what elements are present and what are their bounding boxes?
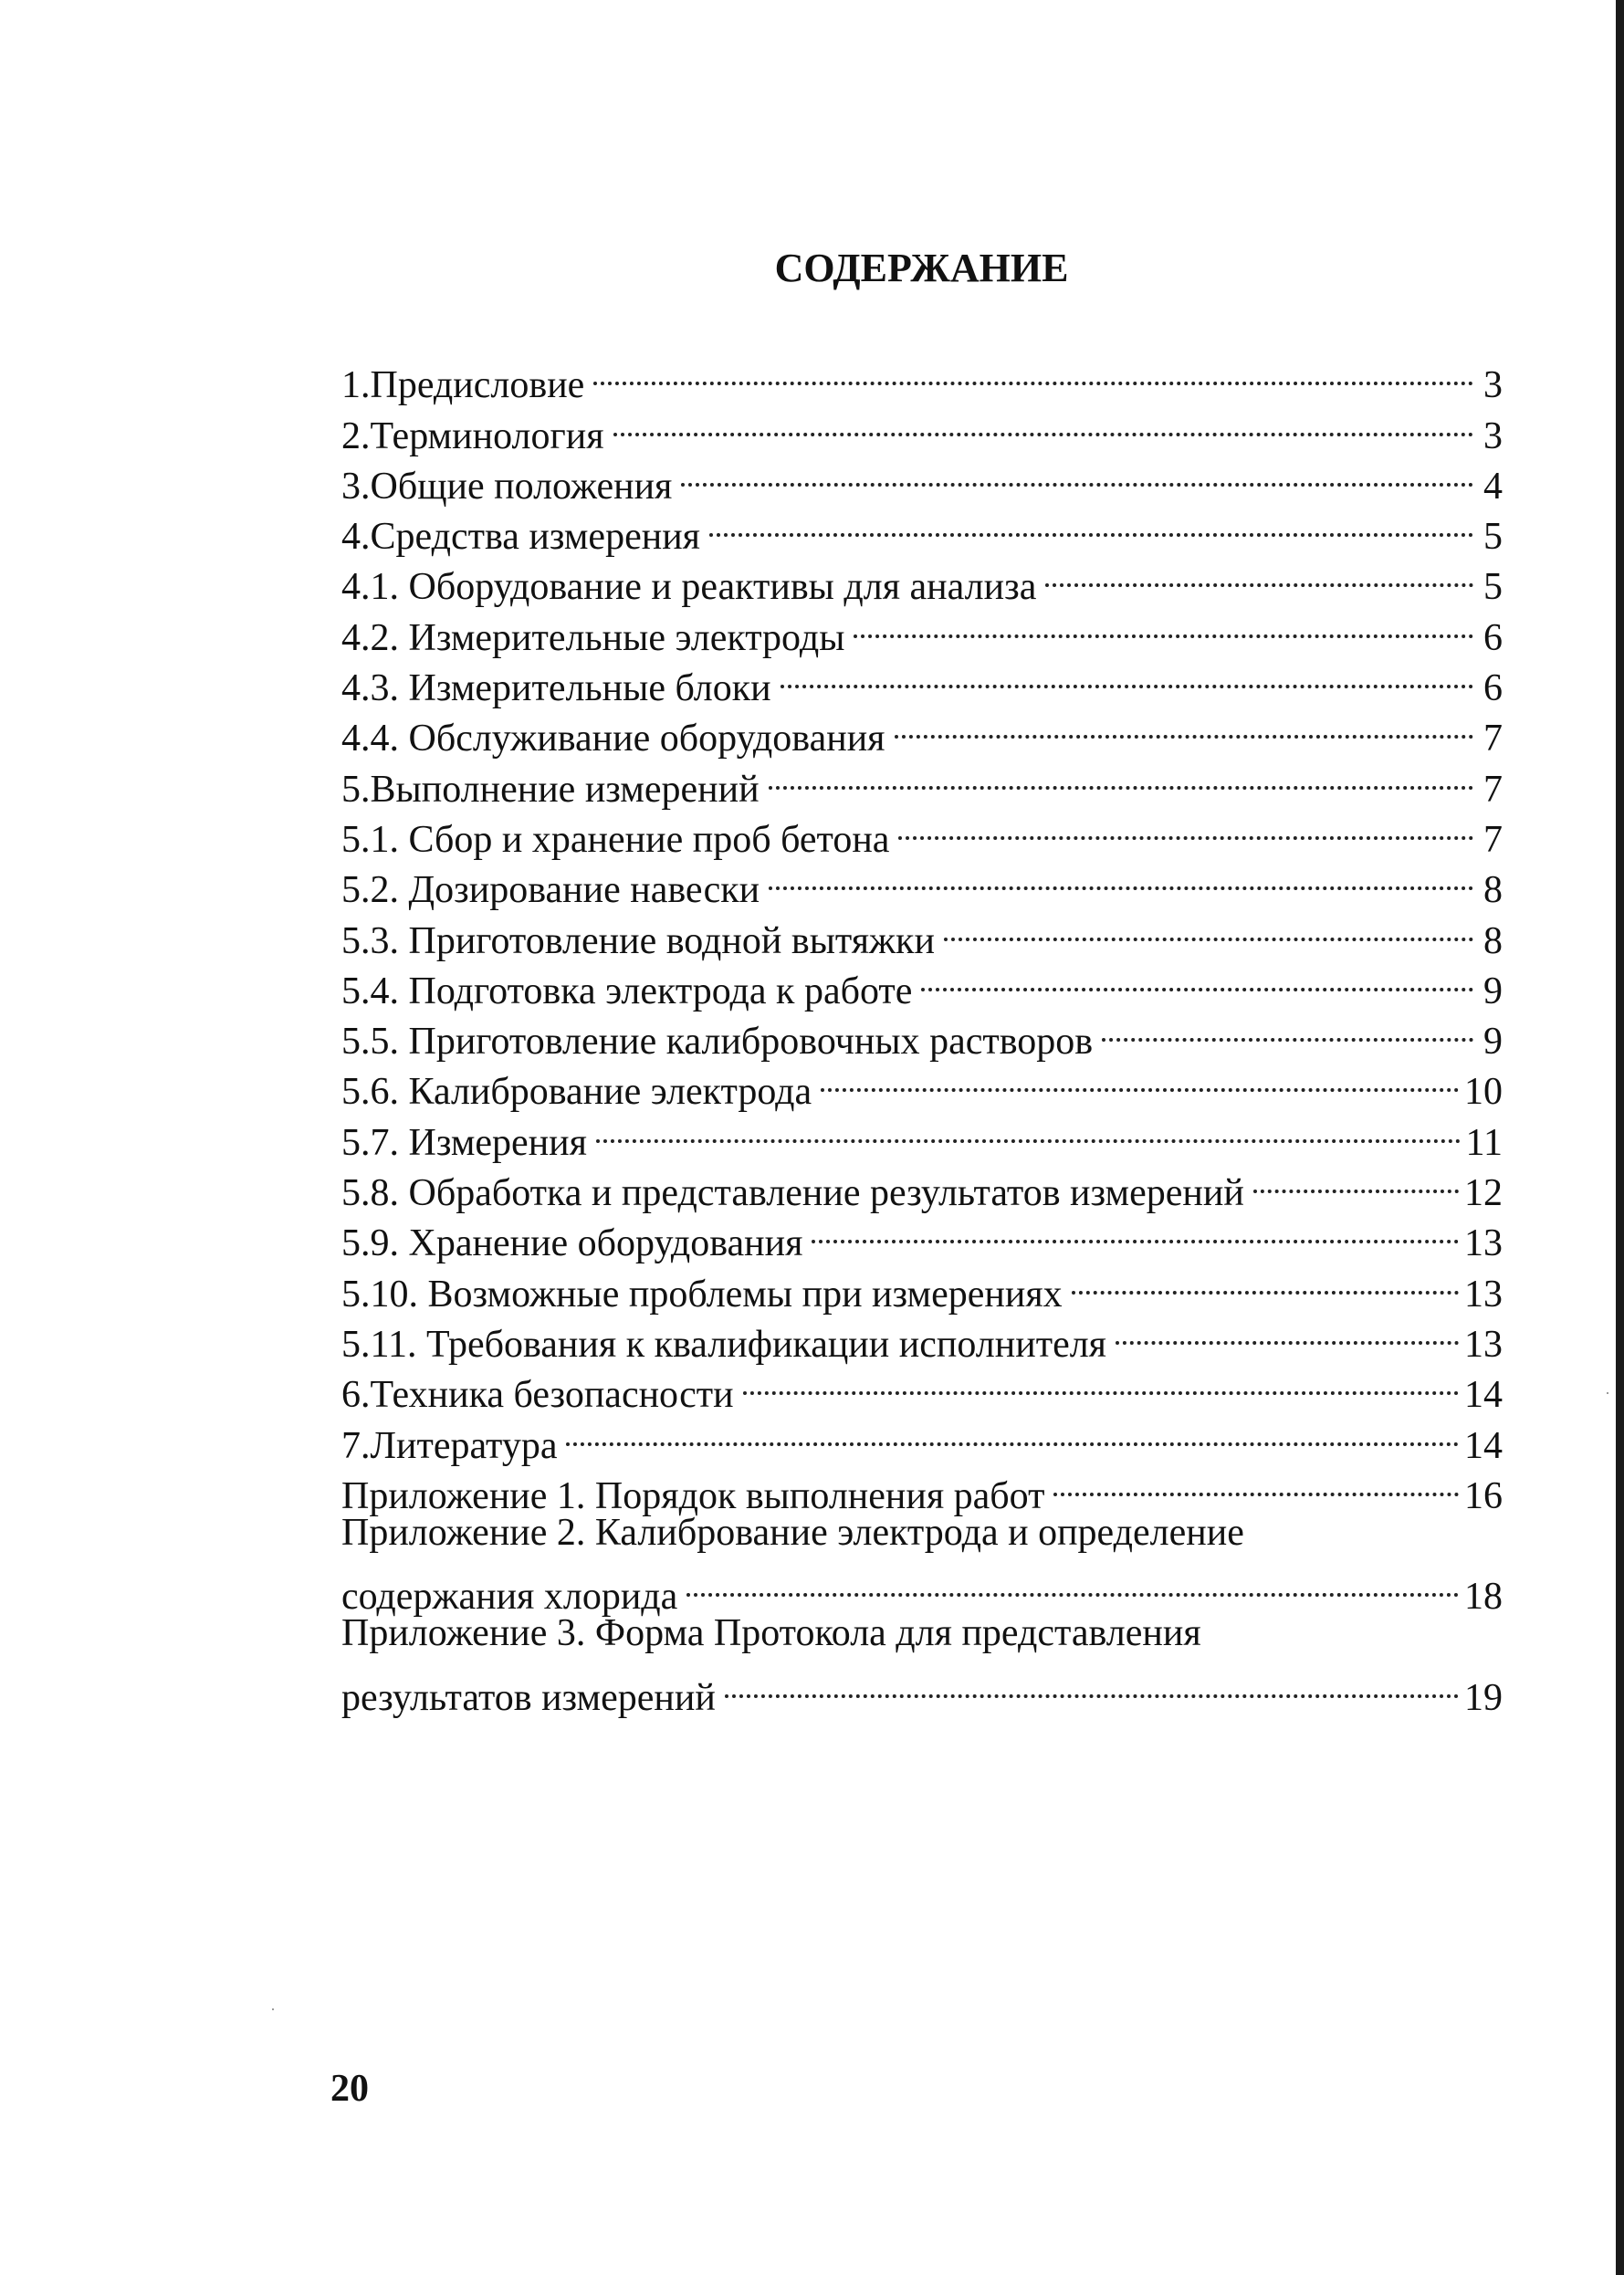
toc-leader-dots <box>921 953 1473 1003</box>
scan-speck <box>1607 1392 1608 1394</box>
toc-entry-label: 1.Предисловие <box>341 364 585 407</box>
toc-entry-continuation: результатов измерений <box>341 1677 716 1720</box>
toc-entry-page: 3 <box>1483 364 1503 407</box>
toc-leader-dots <box>854 599 1473 649</box>
toc-entry-label: 2.Терминология <box>341 414 604 457</box>
toc-entry-label: 5.4. Подготовка электрода к работе <box>341 970 913 1012</box>
page-title: СОДЕРЖАНИЕ <box>774 246 1069 290</box>
toc-entry-page: 10 <box>1464 1071 1503 1114</box>
toc-leader-dots <box>769 852 1473 902</box>
toc-entry-label: 5.10. Возможные проблемы при измерениях <box>341 1273 1063 1316</box>
toc-leader-dots <box>769 750 1473 801</box>
toc-entry-label: 4.Средства измерения <box>341 516 700 559</box>
toc-entry-heading <box>341 1508 1503 1558</box>
toc-leader-dots <box>709 498 1473 549</box>
toc-entry-page: 7 <box>1483 768 1503 811</box>
toc-leader-dots <box>1053 1458 1459 1508</box>
toc-entry-page: 8 <box>1483 919 1503 962</box>
toc-entry-page: 6 <box>1483 616 1503 659</box>
toc-entry-page: 12 <box>1464 1172 1503 1215</box>
toc-entry-label: 7.Литература <box>341 1424 558 1467</box>
toc-entry-label: 5.6. Калибрование электрода <box>341 1071 812 1114</box>
toc-leader-dots <box>812 1205 1459 1255</box>
toc-entry-page: 3 <box>1483 414 1503 457</box>
toc-leader-dots <box>686 1558 1459 1609</box>
toc-entry-page: 16 <box>1464 1474 1503 1517</box>
toc-entry-page: 6 <box>1483 667 1503 710</box>
toc-entry-page: 13 <box>1464 1222 1503 1265</box>
toc-entry-label: 5.3. Приготовление водной вытяжки <box>341 919 935 962</box>
toc-entry-label: 4.3. Измерительные блоки <box>341 667 771 710</box>
toc-entry-page: 5 <box>1483 566 1503 609</box>
toc-entry-label: 5.8. Обработка и представление результатов измерений <box>341 1172 1244 1215</box>
toc-entry-page: 7 <box>1483 718 1503 760</box>
toc-entry-label: 5.1. Сбор и хранение проб бетона <box>341 818 890 861</box>
toc-entry-label: 5.11. Требования к квалификации исполнителя <box>341 1323 1106 1366</box>
toc-entry <box>341 1558 1503 1619</box>
toc-leader-dots <box>593 347 1473 397</box>
toc-leader-dots <box>566 1407 1459 1457</box>
toc-entry-page: 11 <box>1465 1121 1503 1164</box>
toc-entry-label: 5.Выполнение измерений <box>341 768 760 811</box>
toc-entry-label: Приложение 2. Калибрование электрода и определение <box>341 1511 1244 1554</box>
toc-leader-dots <box>596 1104 1461 1154</box>
toc-entry <box>341 347 1503 407</box>
toc-entry-label: 3.Общие положения <box>341 465 673 508</box>
toc-entry-page: 9 <box>1483 1021 1503 1064</box>
toc-entry-page: 14 <box>1464 1374 1503 1417</box>
toc-entry-page: 14 <box>1464 1424 1503 1467</box>
toc-entry-label: Приложение 3. Форма Протокола для представления <box>341 1612 1201 1655</box>
toc-leader-dots <box>898 802 1473 852</box>
toc-entry-label: 4.1. Оборудование и реактивы для анализа <box>341 566 1037 609</box>
toc-entry <box>341 1660 1503 1720</box>
toc-leader-dots <box>1072 1255 1459 1305</box>
toc-entry-label: 4.2. Измерительные электроды <box>341 616 845 659</box>
toc-leader-dots <box>1102 1003 1473 1054</box>
toc-leader-dots <box>781 650 1473 700</box>
toc-entry-page: 8 <box>1483 869 1503 912</box>
toc-entry-page: 4 <box>1483 465 1503 508</box>
toc-entry-label: 6.Техника безопасности <box>341 1374 734 1417</box>
table-of-contents <box>341 347 1503 1720</box>
toc-entry-label: 5.9. Хранение оборудования <box>341 1222 803 1265</box>
toc-leader-dots <box>681 448 1473 498</box>
toc-leader-dots <box>944 902 1473 952</box>
toc-leader-dots <box>1045 549 1473 599</box>
toc-leader-dots <box>1116 1306 1459 1357</box>
toc-leader-dots <box>895 700 1474 750</box>
toc-leader-dots <box>613 397 1473 447</box>
toc-entry-page: 7 <box>1483 818 1503 861</box>
toc-entry-page: 5 <box>1483 516 1503 559</box>
toc-entry-page: 13 <box>1464 1273 1503 1316</box>
toc-entry-continuation: содержания хлорида <box>341 1576 678 1619</box>
toc-entry-page: 19 <box>1464 1677 1503 1720</box>
toc-entry-heading <box>341 1609 1503 1659</box>
toc-entry-page: 9 <box>1483 970 1503 1012</box>
toc-entry-label: 5.7. Измерения <box>341 1121 587 1164</box>
toc-leader-dots <box>725 1660 1459 1710</box>
toc-entry-page: 13 <box>1464 1323 1503 1366</box>
toc-entry-label: 5.2. Дозирование навески <box>341 869 760 912</box>
toc-leader-dots <box>743 1357 1459 1407</box>
scan-edge-border <box>1616 0 1624 2275</box>
toc-leader-dots <box>821 1054 1459 1104</box>
toc-entry-page: 18 <box>1464 1576 1503 1619</box>
page-number: 20 <box>330 2068 369 2110</box>
toc-entry-label: Приложение 1. Порядок выполнения работ <box>341 1474 1045 1517</box>
toc-entry-label: 5.5. Приготовление калибровочных растворов <box>341 1021 1094 1064</box>
toc-leader-dots <box>1253 1155 1459 1205</box>
scan-speck <box>272 2008 274 2010</box>
toc-entry-label: 4.4. Обслуживание оборудования <box>341 718 885 760</box>
